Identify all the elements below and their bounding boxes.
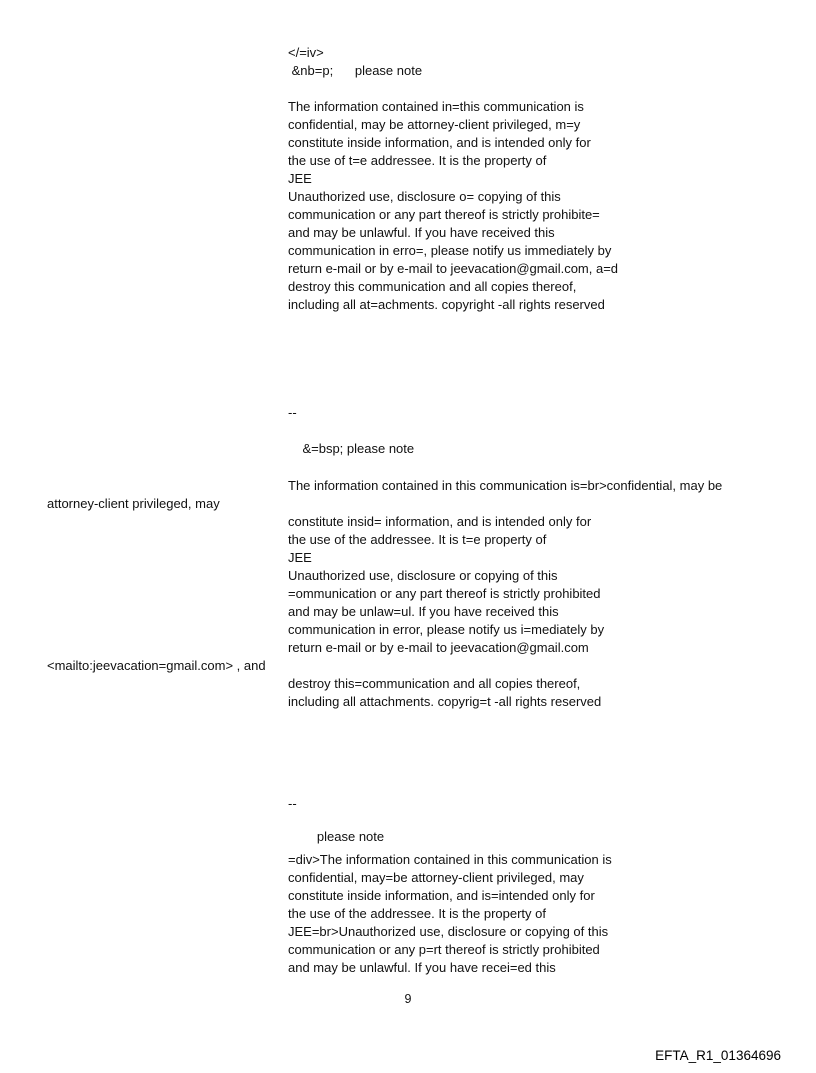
text-line: JEE: [288, 550, 312, 565]
text-line: including all attachments. copyrig=t -all rights reserved: [288, 694, 602, 709]
text-line: The information contained in=this communication is: [288, 99, 584, 114]
text-line: the use of the addressee. It is the property of: [288, 906, 546, 921]
text-line: return e-mail or by e-mail to jeevacation@gmail.com, a=d: [288, 261, 619, 276]
text-line: destroy this communication and all copies thereof,: [288, 279, 577, 294]
page-number: 9: [404, 992, 412, 1006]
text-line: confidential, may=be attorney-client privileged, may: [288, 870, 584, 885]
text-line: and may be unlawful. If you have recei=ed this: [288, 960, 556, 975]
text-line: the use of t=e addressee. It is the property of: [288, 153, 547, 168]
bates-number: EFTA_R1_01364696: [655, 1048, 781, 1063]
text-line: communication or any part thereof is strictly prohibite=: [288, 207, 600, 222]
text-line: Unauthorized use, disclosure o= copying of this: [288, 189, 561, 204]
thread-divider-2: --: [288, 796, 297, 811]
text-line: &nb=p; please note: [288, 63, 423, 78]
text-line: =div>The information contained in this communication is: [288, 852, 612, 867]
text-line: JEE=br>Unauthorized use, disclosure or copying of this: [288, 924, 609, 939]
text-line: destroy this=communication and all copies thereof,: [288, 676, 581, 691]
email-disclaimer-block-2-tail: [288, 675, 601, 711]
left-margin-overflow-line-1: attorney-client privileged, may: [47, 496, 220, 511]
text-line: constitute insid= information, and is intended only for: [288, 514, 592, 529]
text-line: constitute inside information, and is intended only for: [288, 135, 591, 150]
text-line: communication in erro=, please notify us immediately by: [288, 243, 612, 258]
email-disclaimer-block-1: [288, 44, 618, 314]
text-line: return e-mail or by e-mail to jeevacation@gmail.com: [288, 640, 589, 655]
text-line: confidential, may be attorney-client privileged, m=y: [288, 117, 581, 132]
text-line: [288, 80, 618, 98]
text-line: and may be unlaw=ul. If you have received this: [288, 604, 559, 619]
text-line: communication or any p=rt thereof is strictly prohibited: [288, 942, 600, 957]
text-line: Unauthorized use, disclosure or copying of this: [288, 568, 558, 583]
left-margin-overflow-line-2: <mailto:jeevacation=gmail.com> , and: [47, 658, 266, 673]
text-line: the use of the addressee. It is t=e property of: [288, 532, 547, 547]
thread-divider-1: --: [288, 405, 297, 420]
disclaimer-wide-line: The information contained in this communication is=br>confidential, may be: [288, 478, 723, 493]
text-line: constitute inside information, and is=intended only for: [288, 888, 595, 903]
please-note-line-2: &=bsp; please note: [288, 441, 415, 456]
text-line: and may be unlawful. If you have received this: [288, 225, 555, 240]
text-line: </=iv>: [288, 45, 324, 60]
email-disclaimer-block-3: [288, 851, 612, 977]
text-line: communication in error, please notify us i=mediately by: [288, 622, 605, 637]
email-disclaimer-block-2: [288, 513, 604, 657]
please-note-line-3: please note: [288, 829, 385, 844]
text-line: JEE: [288, 171, 312, 186]
text-line: including all at=achments. copyright -all rights reserved: [288, 297, 605, 312]
text-line: =ommunication or any part thereof is strictly prohibited: [288, 586, 601, 601]
